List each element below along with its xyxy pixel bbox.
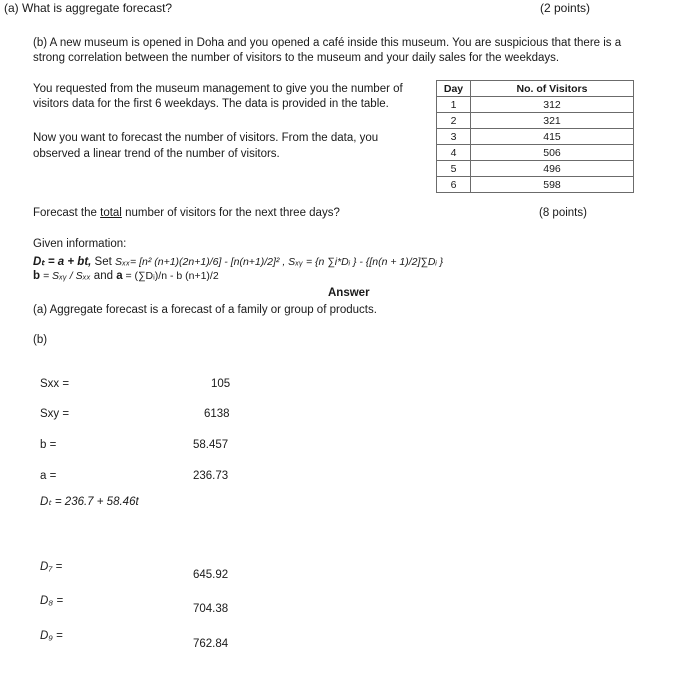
visitors-table: [436, 80, 634, 193]
forecast-question-post: number of visitors for the next three days?: [121, 207, 340, 219]
answer-heading: Answer: [328, 287, 370, 299]
table-cell-day: 1: [437, 97, 471, 113]
table-row: [437, 129, 634, 145]
given-line-2: [33, 270, 219, 282]
table-header-day: Day: [437, 81, 471, 97]
given-and: and: [90, 270, 117, 282]
given-a-formula: = (∑Dᵢ)/n - b (n+1)/2: [122, 270, 219, 282]
d9-label: D₉ =: [40, 630, 63, 642]
given-set: Set: [91, 256, 116, 268]
table-cell-day: 4: [437, 145, 471, 161]
sxy-value: 6138: [204, 408, 230, 420]
table-header-row: [437, 81, 634, 97]
table-cell-visitors: 321: [471, 113, 634, 129]
d8-value: 704.38: [193, 603, 229, 615]
question-a-points: (2 points): [540, 1, 591, 15]
sxy-label: Sxy =: [40, 408, 70, 420]
table-cell-visitors: 415: [471, 129, 634, 145]
given-sxx-sxy-formula: Sₓₓ= [n² (n+1)(2n+1)/6] - [n(n+1)/2]² , Sₓᵧ = {n ∑i*Dᵢ } - {[n(n + 1)/2]∑Dᵢ }: [115, 256, 444, 268]
table-cell-visitors: 506: [471, 145, 634, 161]
sxx-value: 105: [211, 378, 231, 390]
forecast-equation: Dₜ = 236.7 + 58.46t: [40, 496, 139, 508]
table-cell-visitors: 598: [471, 177, 634, 193]
question-a-text: (a) What is aggregate forecast?: [4, 1, 173, 15]
given-line-1: [33, 254, 443, 268]
question-b-paragraph-1: You requested from the museum management to give you the number of visitors data for the first 6 weekdays. The data is provided in the table.: [33, 83, 403, 110]
table-cell-day: 6: [437, 177, 471, 193]
a-value: 236.73: [193, 470, 229, 482]
d7-label: D₇ =: [40, 561, 63, 573]
d9-value: 762.84: [193, 638, 229, 650]
question-b-paragraph-2: Now you want to forecast the number of visitors. From the data, you observed a linear trend of the number of visitors.: [33, 132, 379, 160]
table-cell-day: 5: [437, 161, 471, 177]
d7-value: 645.92: [193, 569, 229, 581]
answer-a-text: (a) Aggregate forecast is a forecast of a family or group of products.: [33, 304, 377, 316]
table-cell-day: 2: [437, 113, 471, 129]
answer-b-label: (b): [33, 334, 48, 346]
question-b-intro: (b) A new museum is opened in Doha and you opened a café inside this museum. You are suspicious that there is a strong correlation between the number of visitors to the museum and your daily sales for the weekdays.: [33, 37, 622, 64]
given-a-symbol: a: [116, 270, 123, 282]
forecast-question-underlined: total: [100, 207, 122, 219]
sxx-label: Sxx =: [40, 378, 70, 390]
b-value: 58.457: [193, 439, 229, 451]
table-header-visitors: No. of Visitors: [471, 81, 634, 97]
d8-label: D₈ =: [40, 595, 64, 607]
table-row: [437, 97, 634, 113]
given-b-symbol: b: [33, 270, 41, 282]
table-row: [437, 113, 634, 129]
table-row: [437, 145, 634, 161]
table-row: [437, 177, 634, 193]
a-label: a =: [40, 470, 57, 482]
table-cell-visitors: 496: [471, 161, 634, 177]
table-cell-day: 3: [437, 129, 471, 145]
forecast-question-pre: Forecast the: [33, 207, 101, 219]
table-cell-visitors: 312: [471, 97, 634, 113]
question-b-points: (8 points): [539, 207, 587, 219]
given-b-formula: = Sₓᵧ / Sₓₓ: [40, 270, 91, 282]
given-title: Given information:: [33, 238, 127, 250]
forecast-question: [33, 207, 340, 219]
table-row: [437, 161, 634, 177]
given-model: Dₜ = a + bt,: [33, 256, 92, 268]
b-label: b =: [40, 439, 57, 451]
